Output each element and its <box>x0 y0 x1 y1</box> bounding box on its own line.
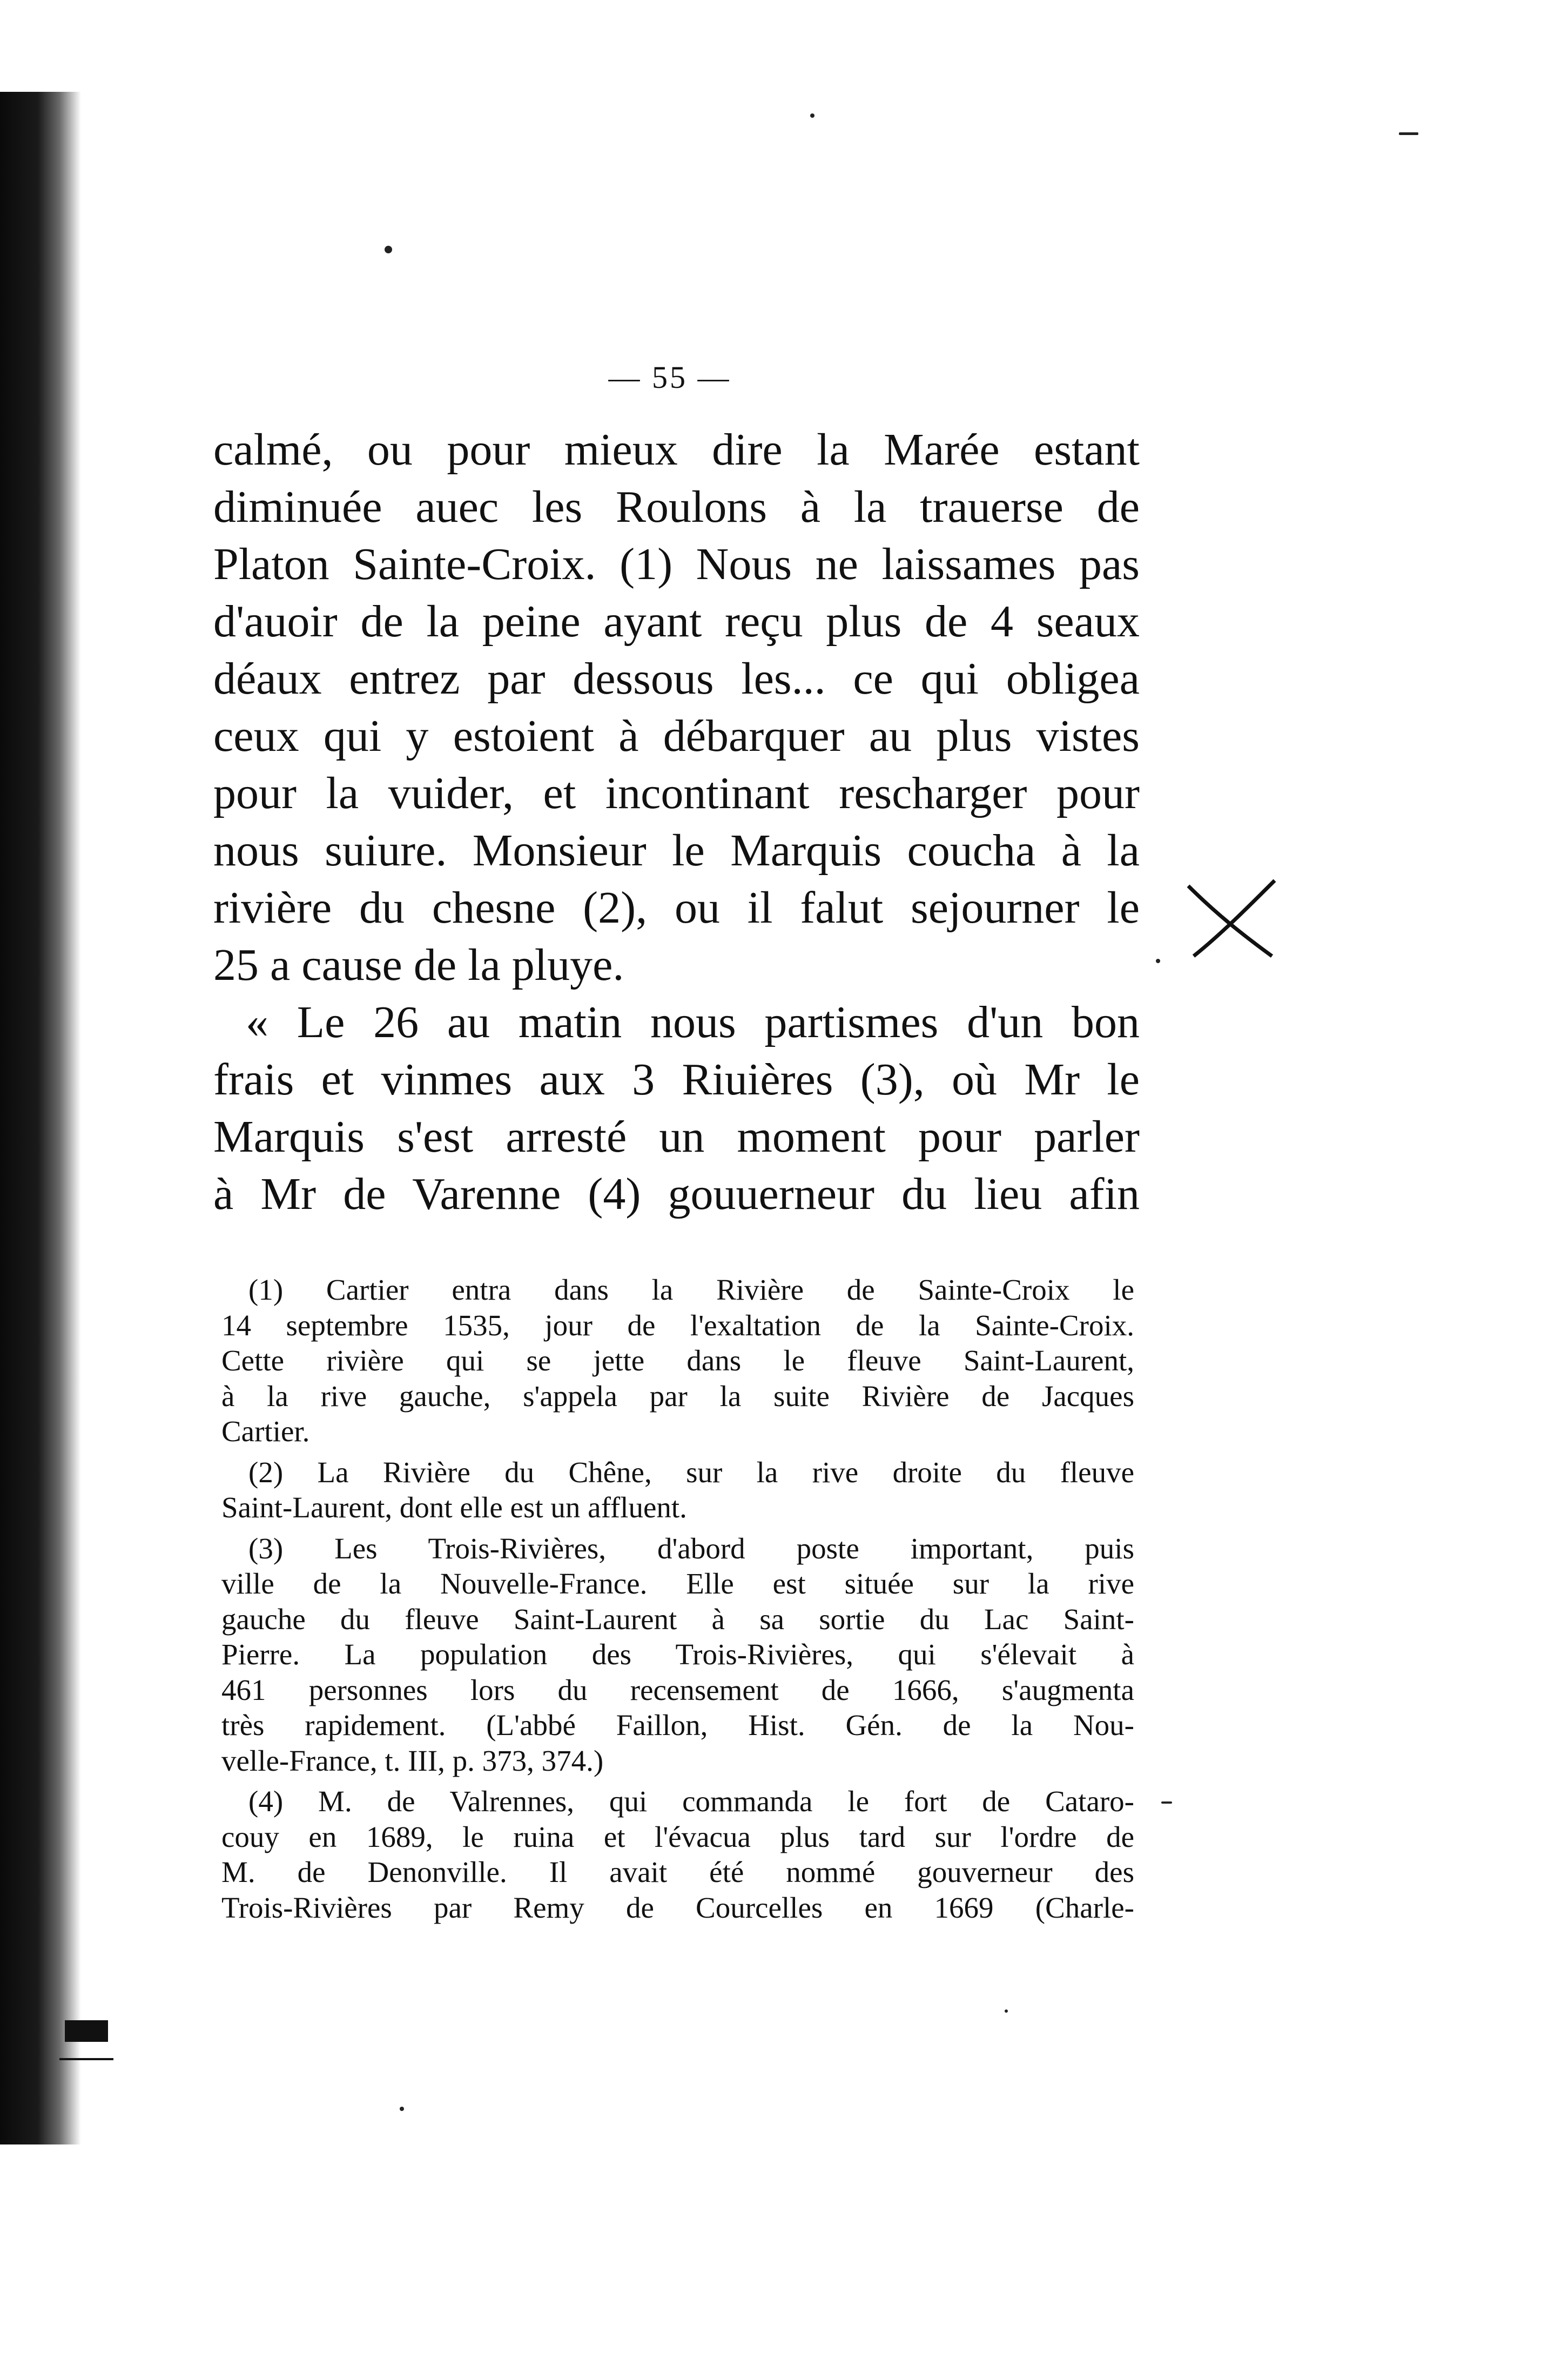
body-line: nous suiure. Monsieur le Marquis coucha à la <box>213 825 1140 876</box>
body-line: pour la vuider, et incontinant rescharger pour <box>213 768 1140 818</box>
footnote-line: (1) Cartier entra dans la Rivière de Sainte-Croix le <box>248 1273 1134 1306</box>
footnote-line: velle-France, t. III, p. 373, 374.) <box>221 1744 604 1777</box>
spine-mark <box>65 2020 108 2042</box>
scan-speck <box>1156 959 1160 963</box>
footnote-line: (4) M. de Valrennes, qui commanda le fort de Cataro- <box>248 1785 1134 1818</box>
footnote-line: (2) La Rivière du Chêne, sur la rive droite du fleuve <box>248 1455 1134 1489</box>
body-line: frais et vinmes aux 3 Riuières (3), où Mr le <box>213 1054 1140 1105</box>
footnote-line: Pierre. La population des Trois-Rivières, qui s'élevait à <box>221 1638 1134 1671</box>
body-line: « Le 26 au matin nous partismes d'un bon <box>246 997 1140 1047</box>
scan-speck <box>385 246 392 253</box>
body-line: Platon Sainte-Croix. (1) Nous ne laissames pas <box>213 539 1140 589</box>
book-spine-shadow <box>0 92 81 2144</box>
footnote-line: Trois-Rivières par Remy de Courcelles en 1669 (Charle- <box>221 1891 1134 1924</box>
page-number: — 55 — <box>608 360 731 395</box>
scan-speck <box>810 113 814 118</box>
body-line: d'auoir de la peine ayant reçu plus de 4 seaux <box>213 596 1140 647</box>
footnote-line: 14 septembre 1535, jour de l'exaltation de la Sainte-Croix. <box>221 1308 1134 1342</box>
body-line: rivière du chesne (2), ou il falut sejourner le <box>213 883 1140 933</box>
footnote-line: ville de la Nouvelle-France. Elle est située sur la rive <box>221 1567 1134 1600</box>
footnote-line: très rapidement. (L'abbé Faillon, Hist. Gén. de la Nou- <box>221 1709 1134 1742</box>
footnote-line: Cette rivière qui se jette dans le fleuve Saint-Laurent, <box>221 1344 1134 1377</box>
body-line: Marquis s'est arresté un moment pour parler <box>213 1112 1140 1162</box>
footnote-line: à la rive gauche, s'appela par la suite Rivière de Jacques <box>221 1379 1134 1413</box>
footnote-line: M. de Denonville. Il avait été nommé gouverneur des <box>221 1855 1134 1888</box>
body-line: 25 a cause de la pluye. <box>213 940 624 990</box>
body-text <box>213 421 1140 1223</box>
body-line: à Mr de Varenne (4) gouuerneur du lieu afin <box>213 1169 1140 1219</box>
footnote-line: 461 personnes lors du recensement de 1666, s'augmenta <box>221 1673 1134 1706</box>
footnotes <box>221 1272 1134 1925</box>
body-line: diminuée auec les Roulons à la trauerse de <box>213 482 1140 532</box>
spine-rule <box>59 2058 113 2060</box>
scan-speck <box>1005 2009 1008 2013</box>
scan-speck <box>1399 132 1418 135</box>
footnote-line: couy en 1689, le ruina et l'évacua plus tard sur l'ordre de <box>221 1820 1134 1853</box>
margin-cross-mark <box>1177 875 1285 962</box>
scan-speck <box>1161 1801 1172 1804</box>
body-line: calmé, ou pour mieux dire la Marée estant <box>213 425 1140 475</box>
footnote-line: gauche du fleuve Saint-Laurent à sa sortie du Lac Saint- <box>221 1602 1134 1636</box>
body-line: ceux qui y estoient à débarquer au plus vistes <box>213 711 1140 761</box>
footnote-line: (3) Les Trois-Rivières, d'abord poste important, puis <box>248 1531 1134 1565</box>
footnote-line: Cartier. <box>221 1415 310 1448</box>
body-line: déaux entrez par dessous les... ce qui obligea <box>213 654 1140 704</box>
footnote-line: Saint-Laurent, dont elle est un affluent. <box>221 1491 687 1524</box>
scan-speck <box>400 2107 404 2111</box>
